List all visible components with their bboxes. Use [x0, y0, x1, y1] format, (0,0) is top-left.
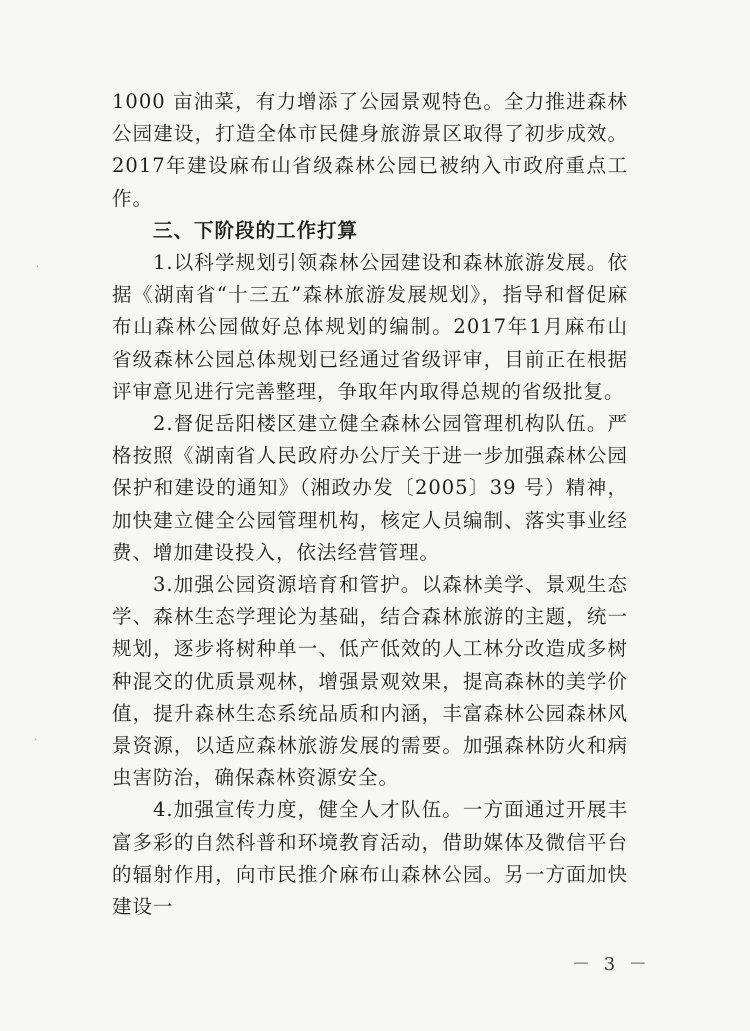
paragraph-item-2: 2.督促岳阳楼区建立健全森林公园管理机构队伍。严格按照《湖南省人民政府办公厅关于进一步加强森林公园保护和建设的通知》（湘政办发〔2005〕39 号）精神，加快建立健全公园管理机构，核定人员编制、落实事业经费、增加建设投入，依法经营管理。	[112, 412, 628, 564]
page-number: － 3 －	[572, 954, 651, 975]
scan-speck: ·	[36, 262, 40, 273]
section-heading: 三、下阶段的工作打算	[152, 218, 358, 242]
paragraph-item-4: 4.加强宣传力度，健全人才队伍。一方面通过开展丰富多彩的自然科普和环境教育活动，借助媒体及微信平台的辐射作用，向市民推介麻布山森林公园。另一方面加快建设一	[112, 798, 628, 919]
paragraph-item-1: 1.以科学规划引领森林公园建设和森林旅游发展。依据《湖南省“十三五”森林旅游发展规划》，指导和督促麻布山森林公园做好总体规划的编制。2017年1月麻布山省级森林公园总体规划已经通过省级评审，目前正在根据评审意见进行完善整理，争取年内取得总规的省级批复。	[112, 251, 628, 403]
paragraph-continuation: 1000 亩油菜，有力增添了公园景观特色。全力推进森林公园建设，打造全体市民健身旅游景区取得了初步成效。2017年建设麻布山省级森林公园已被纳入市政府重点工作。	[112, 90, 628, 210]
scan-speck: ·	[34, 735, 38, 746]
paragraph-item-3: 3.加强公园资源培育和管护。以森林美学、景观生态学、森林生态学理论为基础，结合森林旅游的主题，统一规划，逐步将树种单一、低产低效的人工林分改造成多树种混交的优质景观林，增强景观效果，提高森林的美学价值，提升森林生态系统品质和内涵，丰富森林公园森林风景资源，以适应森林旅游发展的需要。加强森林防火和病虫害防治，确保森林资源安全。	[112, 573, 628, 790]
document-body	[112, 86, 628, 923]
